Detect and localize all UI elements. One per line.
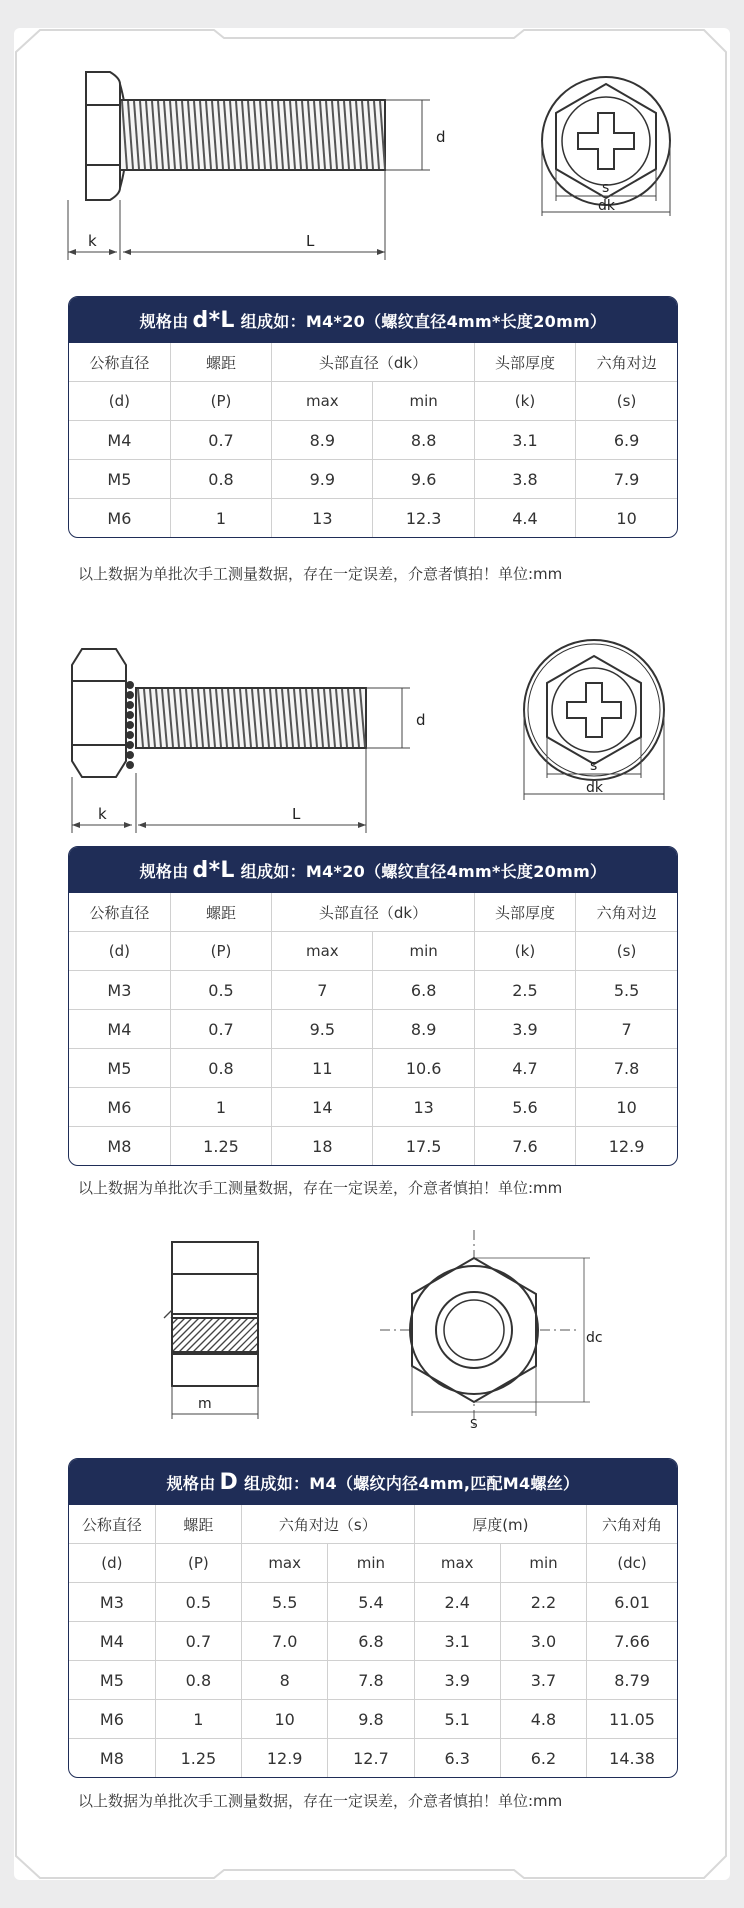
- cell: 3.8: [474, 460, 575, 499]
- table-row: [69, 1583, 677, 1622]
- cell: 6.9: [576, 421, 677, 460]
- cell: M3: [69, 971, 170, 1010]
- cell: 11.05: [587, 1700, 677, 1739]
- cell: M8: [69, 1739, 155, 1778]
- cell: 5.1: [414, 1700, 500, 1739]
- cell: 1.25: [170, 1127, 271, 1166]
- spec-table-3: [68, 1458, 678, 1778]
- cell: 0.8: [170, 1049, 271, 1088]
- cell: 3.0: [500, 1622, 586, 1661]
- cell: 5.5: [242, 1583, 328, 1622]
- cell: 1: [170, 1088, 271, 1127]
- section-flange-bolt-2: [0, 620, 744, 1197]
- cell: 12.3: [373, 499, 474, 538]
- cell: 3.7: [500, 1661, 586, 1700]
- cell: 7.66: [587, 1622, 677, 1661]
- header-head-diameter: 头部直径（dk）: [272, 893, 475, 932]
- cell: 0.7: [155, 1622, 241, 1661]
- cell: 7: [272, 971, 373, 1010]
- cell: 14.38: [609, 1748, 655, 1768]
- header-corner: 六角对角: [587, 1505, 677, 1544]
- header-max: max: [272, 382, 373, 421]
- disclaimer-note: 以上数据为单批次手工测量数据，存在一定误差，介意者慎拍！单位:mm: [78, 565, 563, 583]
- cell: 5.4: [328, 1583, 414, 1622]
- title-prefix: 规格由: [139, 311, 189, 331]
- cell: M6: [69, 499, 170, 538]
- cell: 7.8: [576, 1049, 677, 1088]
- cell: 6.8: [373, 971, 474, 1010]
- cell: M4: [69, 1622, 155, 1661]
- section-hex-nut: [0, 1210, 744, 1830]
- header-nominal: 公称直径: [69, 1505, 155, 1544]
- cell: 7: [576, 1010, 677, 1049]
- section-flange-bolt-1: [0, 0, 744, 600]
- spec-grid: [69, 1505, 677, 1777]
- cell: M4: [69, 421, 170, 460]
- header-pitch: 螺距: [155, 1505, 241, 1544]
- cell: 7.6: [474, 1127, 575, 1166]
- dim-label-dk: dk: [586, 780, 603, 796]
- header-head-thickness: 头部厚度: [474, 893, 575, 932]
- table-row: [69, 499, 677, 538]
- cell: 1.25: [155, 1739, 241, 1778]
- table-title: [69, 1459, 677, 1505]
- cell: 8.79: [587, 1661, 677, 1700]
- cell: 10: [616, 508, 637, 528]
- cell: 3.9: [414, 1661, 500, 1700]
- cell: M5: [69, 460, 170, 499]
- serrated-bolt-side-drawing: [60, 633, 500, 833]
- table-row: [69, 421, 677, 460]
- cell: 5.6: [474, 1088, 575, 1127]
- table-title: [69, 847, 677, 893]
- cell: 4.8: [500, 1700, 586, 1739]
- dim-label-s: S: [470, 1417, 478, 1431]
- header-head-thickness-sym: (k): [474, 382, 575, 421]
- dim-label-s: s: [602, 180, 610, 196]
- header-hex: 六角对边: [576, 893, 677, 932]
- header-nominal-sym: (d): [69, 1544, 155, 1583]
- header-nominal: 公称直径: [69, 893, 170, 932]
- cell: 6.01: [587, 1583, 677, 1622]
- table-row: [69, 1049, 677, 1088]
- cell: 10.6: [373, 1049, 474, 1088]
- cell: 12.9: [242, 1739, 328, 1778]
- header-thickness: 厚度(m): [414, 1505, 587, 1544]
- cell: 13: [272, 499, 373, 538]
- header-nominal: 公称直径: [69, 343, 170, 382]
- serrated-bolt-top-drawing: [514, 628, 674, 828]
- header-min: min: [373, 382, 474, 421]
- title-prefix: 规格由: [139, 861, 189, 881]
- cell: 2.4: [414, 1583, 500, 1622]
- cell: 8.9: [272, 421, 373, 460]
- title-prefix: 规格由: [166, 1473, 216, 1493]
- table-row: [69, 1127, 677, 1166]
- title-formula: d*L: [192, 307, 235, 333]
- cell: M6: [69, 1700, 155, 1739]
- cell: 9.6: [373, 460, 474, 499]
- cell: 9.9: [272, 460, 373, 499]
- table-row: [69, 460, 677, 499]
- cell: 17.5: [373, 1127, 474, 1166]
- cell: 3.9: [474, 1010, 575, 1049]
- header-max: max: [272, 932, 373, 971]
- header-corner-sym: (dc): [587, 1544, 677, 1583]
- spec-grid: [69, 343, 677, 537]
- table-row: [69, 1700, 677, 1739]
- title-formula: d*L: [192, 857, 235, 883]
- cell: 10: [576, 1088, 677, 1127]
- header-nominal-sym: (d): [69, 932, 170, 971]
- cell: 11: [272, 1049, 373, 1088]
- dim-label-dk: dk: [598, 198, 615, 214]
- header-min: min: [328, 1544, 414, 1583]
- table-row: [69, 1661, 677, 1700]
- header-pitch-sym: (P): [170, 382, 271, 421]
- cell: M4: [69, 1010, 170, 1049]
- dim-label-k: k: [98, 805, 107, 823]
- dim-label-L: L: [306, 232, 315, 250]
- nut-top-drawing: [380, 1230, 620, 1430]
- title-example: 组成如：M4（螺纹内径4mm,匹配M4螺丝）: [244, 1473, 580, 1493]
- cell: 0.5: [170, 971, 271, 1010]
- disclaimer-note: 以上数据为单批次手工测量数据，存在一定误差，介意者慎拍！单位:mm: [78, 1792, 563, 1810]
- dim-label-m: m: [198, 1396, 212, 1412]
- cell: 4.7: [474, 1049, 575, 1088]
- cell: 7.9: [576, 460, 677, 499]
- disclaimer-note: 以上数据为单批次手工测量数据，存在一定误差，介意者慎拍！单位:mm: [78, 1179, 563, 1197]
- dim-label-k: k: [88, 232, 97, 250]
- header-min: min: [373, 932, 474, 971]
- header-head-thickness-sym: (k): [474, 932, 575, 971]
- cell: 8: [242, 1661, 328, 1700]
- dim-label-d: d: [436, 128, 446, 146]
- header-pitch-sym: (P): [155, 1544, 241, 1583]
- table-row: [69, 1739, 677, 1778]
- cell: 0.8: [170, 460, 271, 499]
- header-head-thickness: 头部厚度: [474, 343, 575, 382]
- cell: 1: [170, 499, 271, 538]
- table-row: [69, 971, 677, 1010]
- title-formula: D: [219, 1469, 239, 1495]
- cell: 9.8: [328, 1700, 414, 1739]
- cell: M5: [69, 1661, 155, 1700]
- cell: 18: [272, 1127, 373, 1166]
- cell: 3.1: [414, 1622, 500, 1661]
- cell: 13: [373, 1088, 474, 1127]
- table-title: [69, 297, 677, 343]
- cell: 10: [242, 1700, 328, 1739]
- dim-label-d: d: [416, 711, 426, 729]
- header-head-diameter: 头部直径（dk）: [272, 343, 475, 382]
- cell: M8: [69, 1127, 170, 1166]
- cell: 4.4: [474, 499, 575, 538]
- table-row: [69, 1088, 677, 1127]
- cell: 2.2: [500, 1583, 586, 1622]
- table-row: [69, 1010, 677, 1049]
- cell: 9.5: [272, 1010, 373, 1049]
- cell: 12.7: [328, 1739, 414, 1778]
- cell: 0.7: [170, 421, 271, 460]
- cell: 14: [272, 1088, 373, 1127]
- dim-label-dc: dc: [586, 1330, 603, 1346]
- dim-label-L: L: [292, 805, 301, 823]
- cell: M3: [69, 1583, 155, 1622]
- dim-label-s: s: [590, 758, 598, 774]
- header-hex: 六角对边: [576, 343, 677, 382]
- cell: M6: [69, 1088, 170, 1127]
- bolt-top-drawing: [526, 66, 686, 266]
- header-min: min: [500, 1544, 586, 1583]
- header-max: max: [242, 1544, 328, 1583]
- cell: 6.2: [500, 1739, 586, 1778]
- header-hex-sym: (s): [576, 382, 677, 421]
- header-hex: 六角对边（s）: [242, 1505, 415, 1544]
- cell: 6.8: [328, 1622, 414, 1661]
- cell: 0.5: [155, 1583, 241, 1622]
- cell: 5.5: [576, 971, 677, 1010]
- cell: 0.7: [170, 1010, 271, 1049]
- cell: 12.9: [608, 1136, 645, 1156]
- cell: 7.0: [242, 1622, 328, 1661]
- cell: 2.5: [474, 971, 575, 1010]
- nut-side-drawing: [160, 1234, 280, 1434]
- cell: 6.3: [414, 1739, 500, 1778]
- spec-table-2: [68, 846, 678, 1166]
- spec-table-1: [68, 296, 678, 538]
- cell: 3.1: [474, 421, 575, 460]
- header-pitch: 螺距: [170, 343, 271, 382]
- header-max: max: [414, 1544, 500, 1583]
- cell: 7.8: [328, 1661, 414, 1700]
- spec-grid: [69, 893, 677, 1165]
- title-example: 组成如：M4*20（螺纹直径4mm*长度20mm）: [240, 311, 607, 331]
- cell: 1: [155, 1700, 241, 1739]
- header-pitch-sym: (P): [170, 932, 271, 971]
- bolt-side-drawing: [60, 60, 500, 260]
- header-pitch: 螺距: [170, 893, 271, 932]
- table-row: [69, 1622, 677, 1661]
- title-example: 组成如：M4*20（螺纹直径4mm*长度20mm）: [240, 861, 607, 881]
- header-nominal-sym: (d): [69, 382, 170, 421]
- cell: 8.8: [373, 421, 474, 460]
- header-hex-sym: (s): [576, 932, 677, 971]
- cell: 0.8: [155, 1661, 241, 1700]
- cell: M5: [69, 1049, 170, 1088]
- cell: 8.9: [373, 1010, 474, 1049]
